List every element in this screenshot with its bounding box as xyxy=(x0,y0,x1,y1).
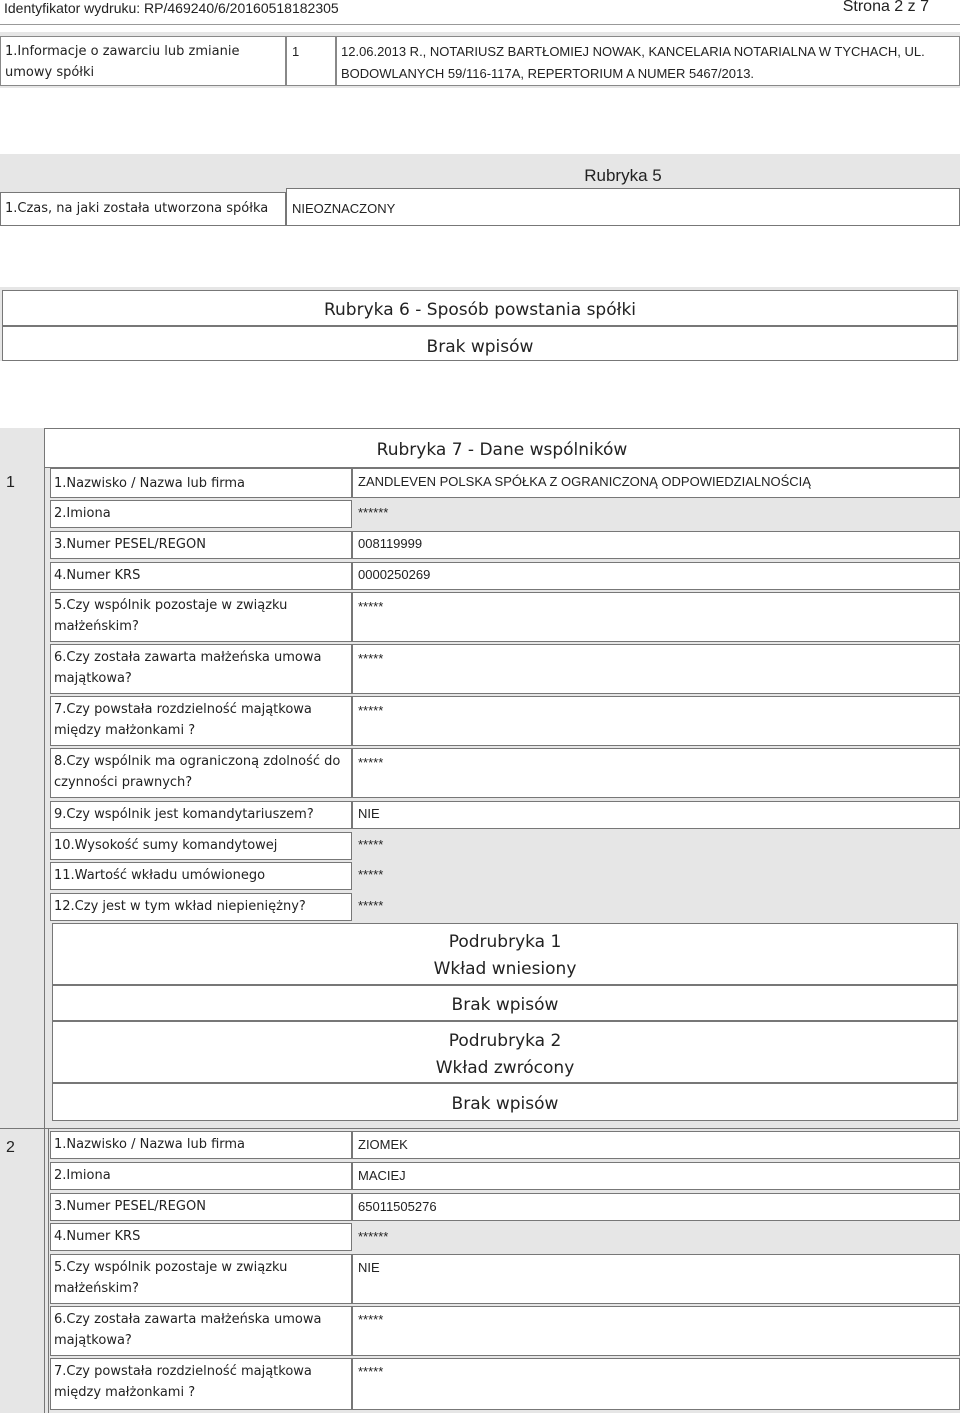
partner-2-name-value: ZIOMEK xyxy=(358,1137,408,1152)
partner-1-marriage-value: ***** xyxy=(358,599,384,614)
sub1-title: Podrubryka 1 xyxy=(448,932,562,952)
contract-info-value-line2: BODOWLANYCH 59/116-117A, REPERTORIUM A NUMER 5467/2013. xyxy=(341,66,755,81)
partner-1-limited-partner-label: 9.Czy wspólnik jest komandytariuszem? xyxy=(54,807,314,822)
partner-1-separation-label-line2: między małżonkami ? xyxy=(54,723,196,738)
partner-1-marriage-label-line2: małżeńskim? xyxy=(54,619,139,634)
partner-2-pesel-value: 65011505276 xyxy=(358,1199,437,1214)
contract-info-number: 1 xyxy=(292,44,300,59)
partner-1-row-3-value-cell xyxy=(352,531,960,559)
sub2-subtitle: Wkład zwrócony xyxy=(435,1058,575,1078)
partner-2-marriage-value: NIE xyxy=(358,1260,380,1275)
partner-2-marital-agreement-label-line1: 6.Czy została zawarta małżeńska umowa xyxy=(54,1312,322,1327)
partner-2-row-1-value-cell xyxy=(352,1131,960,1159)
partner-1-marriage-label-line1: 5.Czy wspólnik pozostaje w związku xyxy=(54,598,288,613)
partner-1-limited-partner-value: NIE xyxy=(358,806,380,821)
partner-1-name-value: ZANDLEVEN POLSKA SPÓŁKA Z OGRANICZONĄ ODPOWIEDZIALNOŚCIĄ xyxy=(358,474,811,489)
partner-1-capacity-label-line1: 8.Czy wspólnik ma ograniczoną zdolność do xyxy=(54,754,341,769)
partner-1-pesel-label: 3.Numer PESEL/REGON xyxy=(54,537,206,552)
partner-2-given-names-label: 2.Imiona xyxy=(54,1168,111,1183)
partner-1-marital-agreement-label-line2: majątkowa? xyxy=(54,671,132,686)
partner-2-divider-inner xyxy=(48,1128,49,1413)
contract-info-value-line1: 12.06.2013 R., NOTARIUSZ BARTŁOMIEJ NOWAK, KANCELARIA NOTARIALNA W TYCHACH, UL. xyxy=(341,44,925,59)
partner-1-row-9-value-cell xyxy=(352,801,960,829)
partner-1-marital-agreement-value: ***** xyxy=(358,651,384,666)
partner-1-pesel-value: 008119999 xyxy=(358,536,423,551)
partner-2-row-5-value-cell xyxy=(352,1254,960,1304)
partner-1-row-4-value-cell xyxy=(352,562,960,590)
partner-1-separation-label-line1: 7.Czy powstała rozdzielność majątkowa xyxy=(54,702,312,717)
partner-2-row-2-value-cell xyxy=(352,1162,960,1190)
partner-2-marital-agreement-label-line2: majątkowa? xyxy=(54,1333,132,1348)
partner-1-row-8-value-cell xyxy=(352,748,960,798)
partner-1-number: 1 xyxy=(6,474,15,491)
partner-1-contribution-value: ***** xyxy=(358,867,384,882)
partner-1-divider xyxy=(44,468,45,1130)
partner-2-divider xyxy=(44,1128,45,1413)
contract-info-label: 1.Informacje o zawarciu lub zmianie umowy spółki xyxy=(5,44,240,80)
partner-1-non-cash-value: ***** xyxy=(358,898,384,913)
partner-1-given-names-value: ****** xyxy=(358,505,389,520)
partner-2-krs-value: ****** xyxy=(358,1229,389,1244)
partner-1-contribution-label: 11.Wartość wkładu umówionego xyxy=(54,868,266,883)
partner-2-pesel-label: 3.Numer PESEL/REGON xyxy=(54,1199,206,1214)
partner-1-name-label: 1.Nazwisko / Nazwa lub firma xyxy=(54,476,246,491)
partner-1-row-5-value-cell xyxy=(352,592,960,642)
print-identifier: Identyfikator wydruku: RP/469240/6/20160518182305 xyxy=(4,0,339,16)
partner-2-separation-label-line2: między małżonkami ? xyxy=(54,1385,196,1400)
partner-2-separation-value: ***** xyxy=(358,1364,384,1379)
rubryka5-value: NIEOZNACZONY xyxy=(292,201,396,216)
partner-1-separation-value: ***** xyxy=(358,703,384,718)
partner-1-capacity-label-line2: czynności prawnych? xyxy=(54,775,193,790)
partner-2-name-label: 1.Nazwisko / Nazwa lub firma xyxy=(54,1137,246,1152)
partner-2-krs-label: 4.Numer KRS xyxy=(54,1229,141,1244)
partner-2-marriage-label-line1: 5.Czy wspólnik pozostaje w związku xyxy=(54,1260,288,1275)
sub2-title: Podrubryka 2 xyxy=(448,1031,562,1051)
sub1-subtitle: Wkład wniesiony xyxy=(433,959,577,979)
partner-1-marital-agreement-label-line1: 6.Czy została zawarta małżeńska umowa xyxy=(54,650,322,665)
partner-2-marriage-label-line2: małżeńskim? xyxy=(54,1281,139,1296)
partner-1-row-7-value-cell xyxy=(352,696,960,746)
partner-1-capacity-value: ***** xyxy=(358,755,384,770)
partner-2-top-rule xyxy=(0,1128,960,1129)
rubryka6-empty: Brak wpisów xyxy=(426,337,534,357)
partner-2-marital-agreement-value: ***** xyxy=(358,1312,384,1327)
page-number: Strona 2 z 7 xyxy=(842,0,929,15)
rubryka6-title: Rubryka 6 - Sposób powstania spółki xyxy=(323,300,637,320)
partner-1-sum-label: 10.Wysokość sumy komandytowej xyxy=(54,838,278,853)
rubryka5-label: 1.Czas, na jaki została utworzona spółka xyxy=(5,201,269,216)
partner-2-row-6-value-cell xyxy=(352,1306,960,1356)
partner-2-row-7-value-cell xyxy=(352,1358,960,1410)
sub1-empty: Brak wpisów xyxy=(451,995,559,1015)
partner-1-sum-value: ***** xyxy=(358,837,384,852)
sub2-empty: Brak wpisów xyxy=(451,1094,559,1114)
partner-1-krs-value: 0000250269 xyxy=(358,567,431,582)
rubryka7-title: Rubryka 7 - Dane wspólników xyxy=(376,440,628,460)
partner-2-number: 2 xyxy=(6,1139,15,1156)
rubryka5-title: Rubryka 5 xyxy=(584,166,662,185)
partner-1-row-6-value-cell xyxy=(352,644,960,694)
partner-2-row-3-value-cell xyxy=(352,1193,960,1221)
partner-1-non-cash-label: 12.Czy jest w tym wkład niepieniężny? xyxy=(54,899,306,914)
partner-2-given-names-value: MACIEJ xyxy=(358,1168,406,1183)
header-rule xyxy=(0,24,960,25)
partner-1-krs-label: 4.Numer KRS xyxy=(54,568,141,583)
partner-2-separation-label-line1: 7.Czy powstała rozdzielność majątkowa xyxy=(54,1364,312,1379)
partner-1-given-names-label: 2.Imiona xyxy=(54,506,111,521)
